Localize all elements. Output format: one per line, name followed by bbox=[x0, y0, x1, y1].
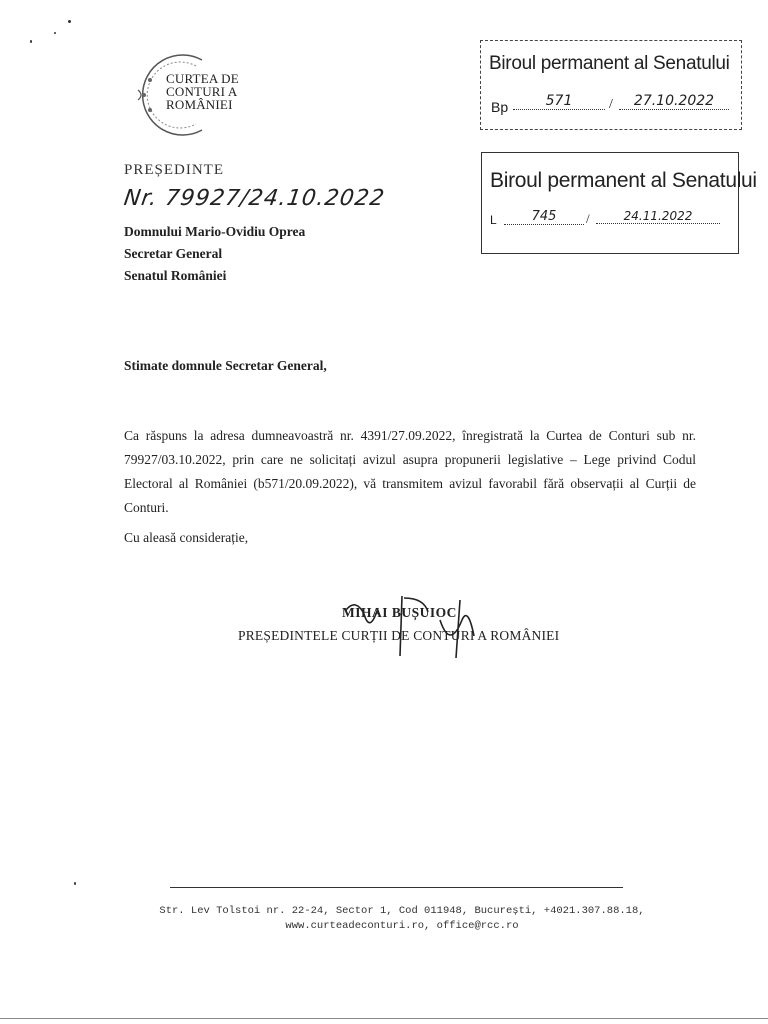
scan-edge bbox=[0, 1018, 768, 1019]
letter-body: Ca răspuns la adresa dumneavoastră nr. 4391/27.09.2022, înregistrată la Curtea de Conturi sub nr. 79927/03.10.2022, prin care ne solicitați avizul asupra propunerii legislative – Lege privind Codul Electoral al României (b571/20.09.2022), vă transmitem avizul favorabil fără observații al Curții de Conturi. bbox=[124, 428, 696, 515]
closing: Cu aleasă considerație, bbox=[124, 530, 249, 545]
footer-contact bbox=[100, 904, 704, 934]
stamp-prefix: L bbox=[490, 213, 497, 227]
footer-divider bbox=[170, 887, 623, 888]
stamp-prefix: Bp bbox=[491, 99, 509, 115]
stamp-number: 745 bbox=[504, 209, 584, 225]
footer-address: Str. Lev Tolstoi nr. 22-24, Sector 1, Cod 011948, București, +4021.307.88.18, bbox=[159, 905, 645, 917]
scan-speck bbox=[54, 32, 56, 34]
registration-stamp-bp bbox=[480, 40, 742, 130]
registration-stamp-l bbox=[481, 152, 757, 254]
scan-speck bbox=[68, 20, 71, 23]
logo-wordmark bbox=[166, 72, 239, 111]
stamp-separator: / bbox=[586, 211, 590, 226]
signer-name: MIHAI BUȘUIOC bbox=[342, 605, 457, 620]
addressee-name: Domnului Mario-Ovidiu Oprea bbox=[124, 224, 306, 239]
salutation: Stimate domnule Secretar General, bbox=[124, 358, 327, 373]
addressee-role: Secretar General bbox=[124, 246, 223, 261]
scan-speck bbox=[30, 40, 32, 43]
handwritten-signature bbox=[340, 590, 490, 660]
registration-number: Nr. 79927/24.10.2022 bbox=[122, 186, 387, 211]
stamp-date: 24.11.2022 bbox=[596, 209, 720, 224]
logo-line: ROMÂNIEI bbox=[166, 97, 233, 112]
stamp-separator: / bbox=[609, 97, 613, 112]
footer-web: www.curteadeconturi.ro, office@rcc.ro bbox=[285, 920, 519, 932]
logo-line: CONTURI A bbox=[166, 84, 238, 99]
stamp-title: Biroul permanent al Senatului bbox=[490, 169, 757, 192]
signer-title: PREȘEDINTELE CURȚII DE CONTURI A ROMÂNIEI bbox=[238, 628, 560, 643]
scan-speck bbox=[74, 882, 76, 885]
logo-line: CURTEA DE bbox=[166, 71, 239, 86]
stamp-date: 27.10.2022 bbox=[619, 93, 729, 110]
addressee-institution: Senatul României bbox=[124, 268, 227, 283]
presedinte-label: PREȘEDINTE bbox=[124, 162, 224, 178]
stamp-title: Biroul permanent al Senatului bbox=[489, 53, 730, 74]
stamp-number: 571 bbox=[513, 93, 605, 110]
